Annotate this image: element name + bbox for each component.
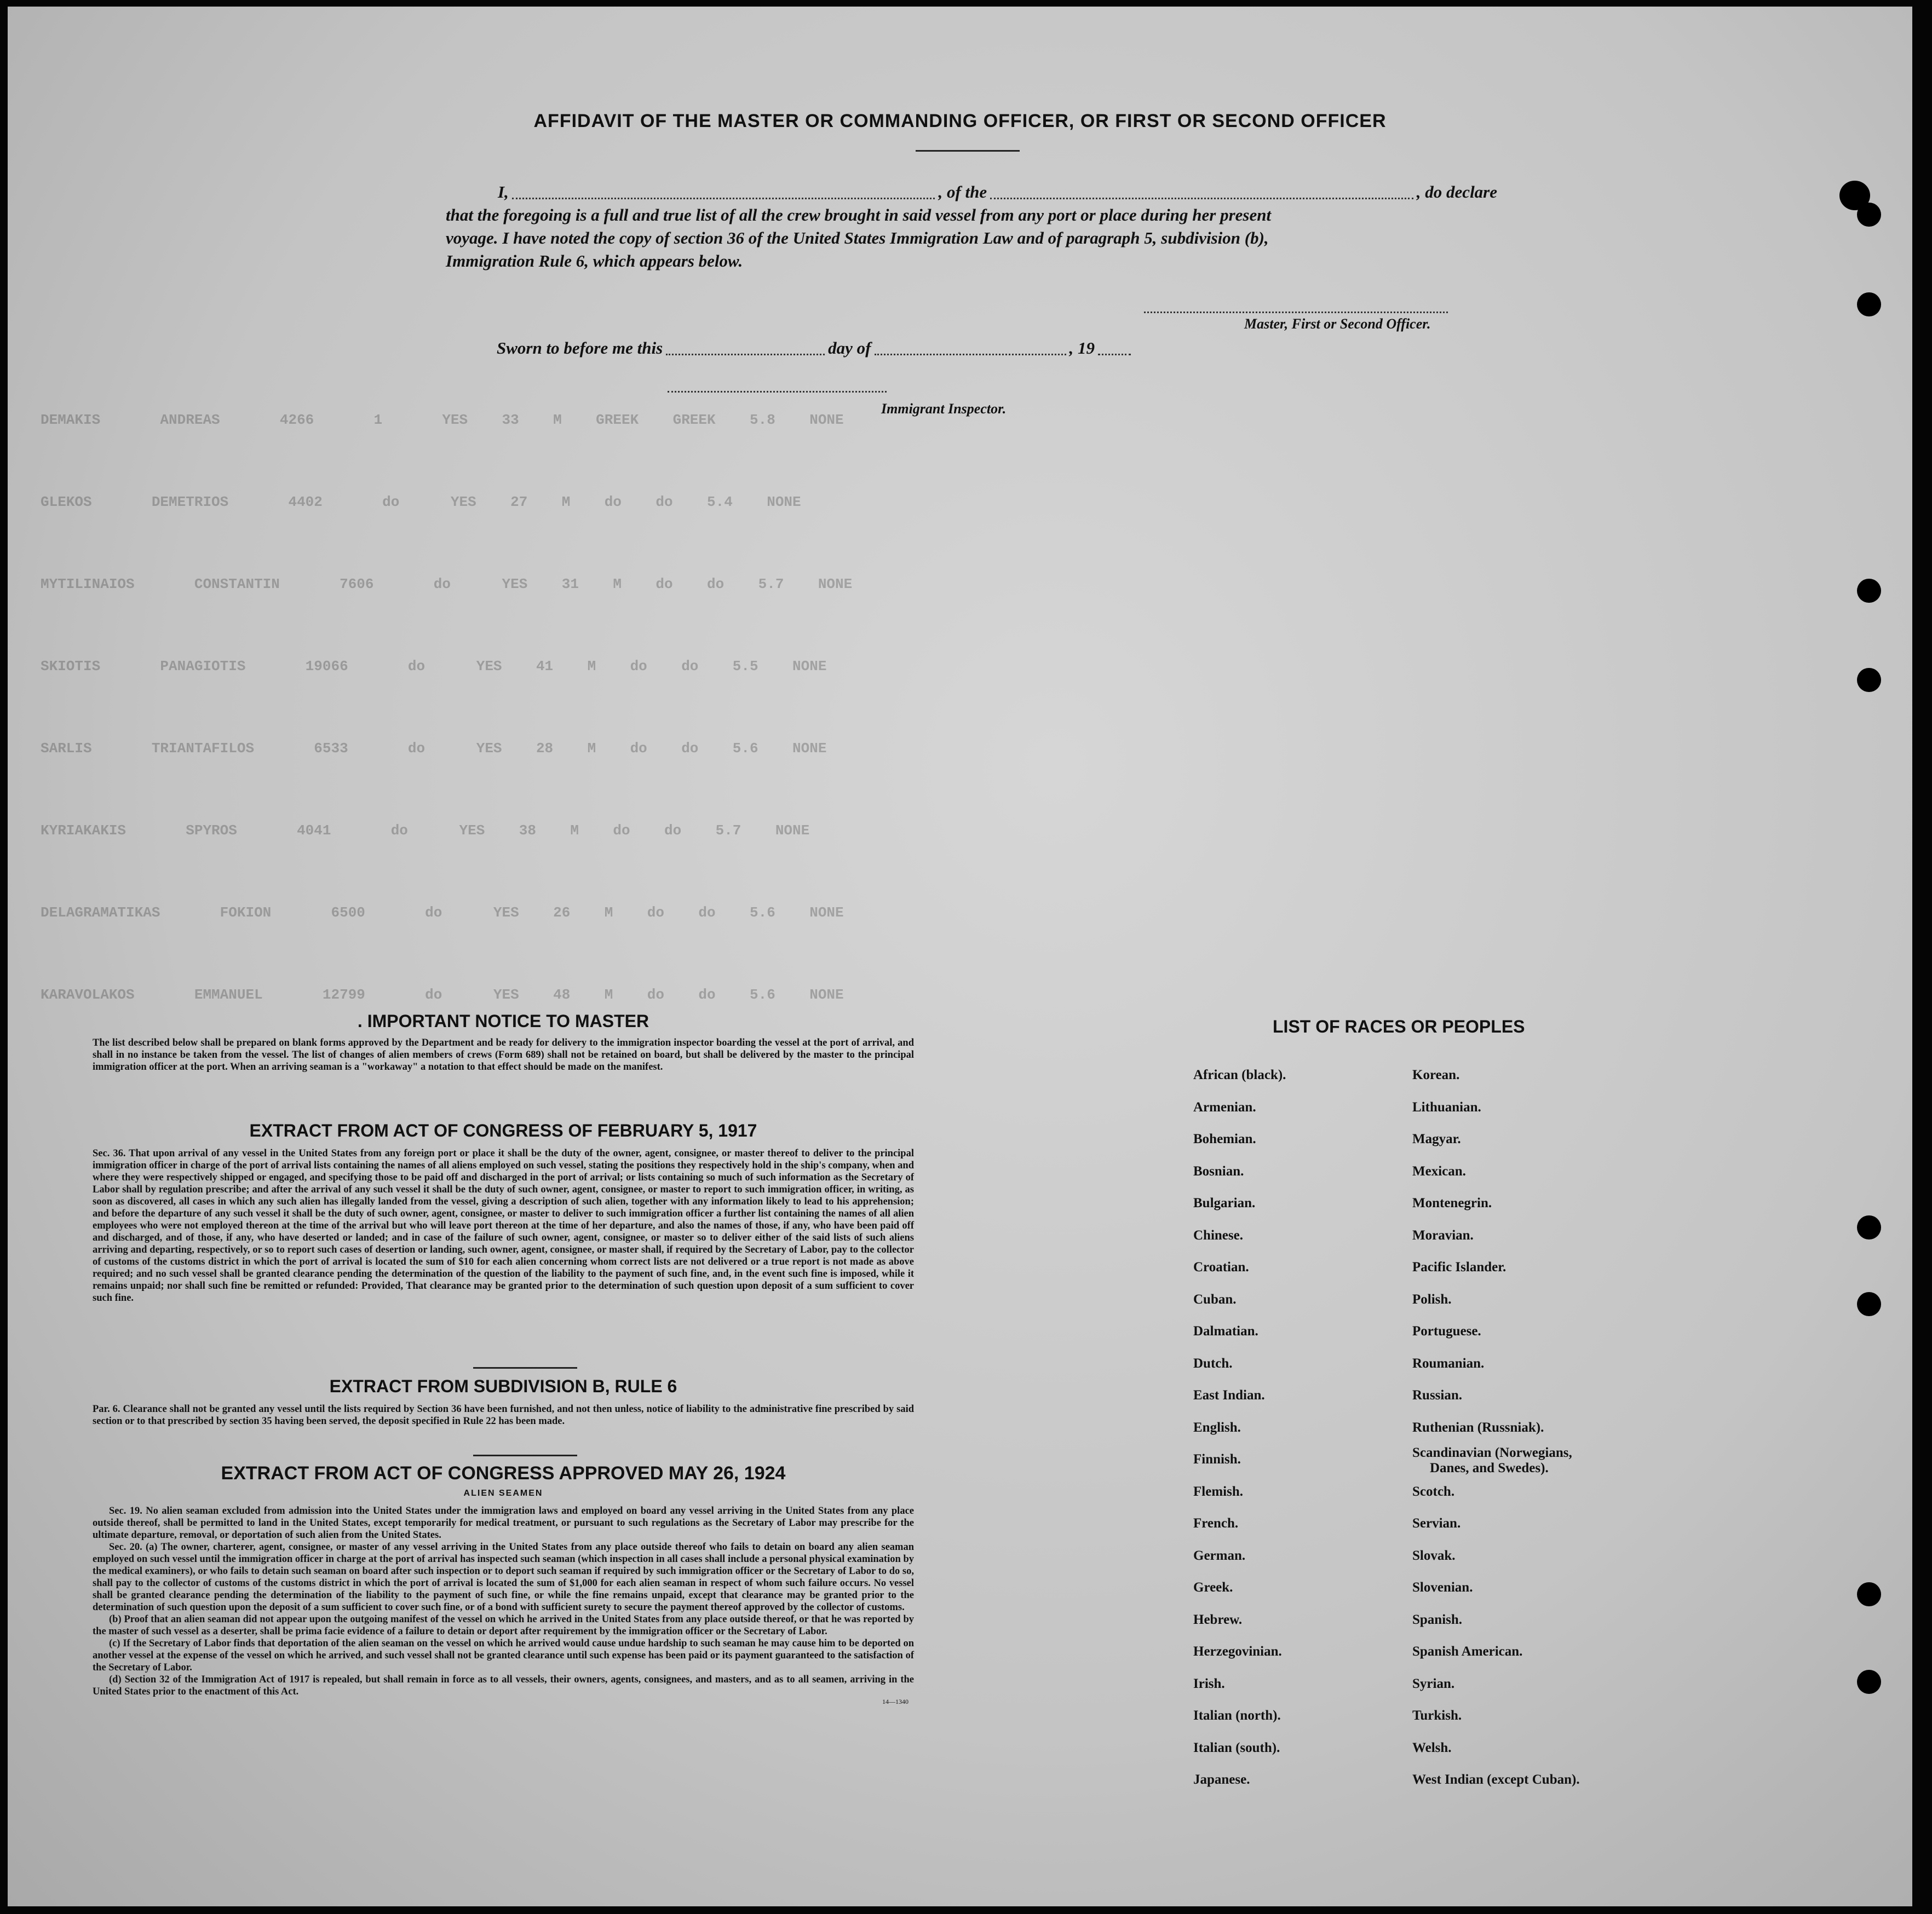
race-item: Magyar. [1412,1132,1461,1146]
punch-hole [1857,579,1881,603]
race-item: Spanish. [1412,1612,1463,1627]
race-item: Italian (south). [1193,1740,1280,1755]
document-page [8,7,1912,1906]
month-field[interactable] [875,353,1066,355]
act-1924-sec-20b: (b) Proof that an alien seaman did not appear upon the outgoing manifest of the vessel on which he arrived in the United States from any place outside thereof, or that he was reported by the master of such vessel as a deserter, shall be prima facie evidence of a failure to detain or deport after requirement by the immigration officer or the Secretary of Labor. [93,1614,914,1637]
bleed-through-row: GLEKOS DEMETRIOS 4402 do YES 27 M do do 5.4 NONE [41,494,801,510]
race-item: Mexican. [1412,1163,1466,1179]
race-item: Montenegrin. [1412,1196,1492,1210]
act-1924-sec-20c: (c) If the Secretary of Labor finds that deportation of the alien seaman on the vessel on which he arrived would cause undue hardship to such seaman he may cause him to be deported on another vessel at the expense of the vessel on which he arrived, and such vessel shall not be granted clearance until such expense has been paid or its payment guaranteed to the satisfaction of the Secretary of Labor. [93,1638,914,1673]
section-divider [473,1367,577,1369]
act-1917-title: EXTRACT FROM ACT OF CONGRESS OF FEBRUARY 5, 1917 [249,1121,757,1140]
act-1924-sec-19: Sec. 19. No alien seaman excluded from admission into the United States under the immigration laws and employed on board any vessel arriving in the United States from any place outside thereof, shall be permitted to land in the United States, except temporarily for medical treatment, or pursuant to such regulations as the Secretary of Labor may prescribe for the ultimate departure, removal, or deportation of such alien from the United States. [93,1506,914,1541]
punch-hole [1857,1582,1881,1606]
race-item: Italian (north). [1193,1708,1281,1723]
race-item: Polish. [1412,1292,1452,1307]
race-item: Turkish. [1412,1708,1462,1723]
act-1924-section [93,1463,914,1706]
punch-hole [1857,668,1881,692]
bleed-through-row: KYRIAKAKIS SPYROS 4041 do YES 38 M do do 5.7 NONE [41,822,810,839]
races-list [1193,1068,1686,1796]
alien-seamen-subtitle: ALIEN SEAMEN [463,1489,543,1498]
race-item: Japanese. [1193,1772,1250,1787]
affidavit-line-3: voyage. I have noted the copy of section 36 of the United States Immigration Law and of paragraph 5, subdivision (b), [446,228,1269,247]
race-item: Ruthenian (Russniak). [1412,1420,1544,1435]
race-item: Portuguese. [1412,1324,1481,1339]
race-item: Slovenian. [1412,1580,1473,1595]
race-item: Spanish American. [1412,1644,1523,1659]
race-item: Bosnian. [1193,1163,1244,1179]
i-label: I, [498,182,509,201]
master-signature-line[interactable] [1144,312,1448,313]
race-item: Flemish. [1193,1484,1243,1499]
name-field[interactable] [512,197,935,199]
races-title: LIST OF RACES OR PEOPLES [1273,1017,1525,1036]
race-item: German. [1193,1548,1246,1563]
punch-hole [1857,292,1881,316]
race-item: Cuban. [1193,1292,1237,1307]
notice-title: . IMPORTANT NOTICE TO MASTER [357,1011,649,1031]
race-item: English. [1193,1420,1241,1435]
rule-6-section [93,1376,914,1427]
race-item: French. [1193,1516,1239,1531]
rule-6-body: Par. 6. Clearance shall not be granted any vessel until the lists required by Section 36 have been furnished, and not then unless, notice of liability to the administrative fine prescribed by said section or to that prescribed by section 35 having been served, the deposit specified in Rule 22 has been made. [93,1404,914,1427]
act-1924-title: EXTRACT FROM ACT OF CONGRESS APPROVED MAY 26, 1924 [221,1463,786,1484]
year-label: , 19 [1069,338,1095,358]
race-item: Syrian. [1412,1676,1455,1691]
race-item: Herzegovinian. [1193,1644,1282,1659]
punch-hole [1857,1292,1881,1316]
act-1924-sec-20a: Sec. 20. (a) The owner, charterer, agent, consignee, or master of any vessel arriving in the United States from any place outside thereof who fails to detain on board any alien seaman employed on such vessel until the immigration officer in charge at the port of arrival has inspected such seaman (which inspection in all cases shall include a personal physical examination by the medical examiners), or who fails to detain such seaman on board after such inspection or to deport such seaman if required by such immigration officer or the Secretary of Labor to do so, shall pay to the collector of customs of the customs district in which the port of arrival is located the sum of $1,000 for each alien seaman in respect of whom such failure occurs. No vessel shall be granted clearance pending the determination of the liability to the payment of such fine, or while the fine remains unpaid, except that clearance may be granted prior to the determination of such question upon the deposit of a sum sufficient to cover such fine, or of a bond with sufficient surety to secure the payment thereof approved by the collector of customs. [93,1542,914,1613]
sworn-line [497,337,1263,360]
bleed-through-row: SKIOTIS PANAGIOTIS 19066 do YES 41 M do do 5.5 NONE [41,658,827,674]
race-item: Armenian. [1193,1099,1256,1115]
race-item: Dalmatian. [1193,1324,1258,1339]
day-of-label: day of [828,338,871,358]
bleed-through-row: KARAVOLAKOS EMMANUEL 12799 do YES 48 M do do 5.6 NONE [41,987,844,1003]
vessel-field[interactable] [990,197,1413,199]
affidavit-body [446,181,1497,273]
race-item: Roumanian. [1412,1356,1485,1371]
ink-blot [1839,181,1870,210]
act-1924-sec-20d: (d) Section 32 of the Immigration Act of 1917 is repealed, but shall remain in force as to all vessels, their owners, agents, consignees, and masters, and as to all seamen, arriving in the United States prior to the enactment of this Act. [93,1674,914,1697]
notice-body: The list described below shall be prepared on blank forms approved by the Department and be ready for delivery to the immigration inspector boarding the vessel at the port of arrival, and shall in no instance be taken from the vessel. The list of changes of alien members of crews (Form 689) shall not be retained on board, but shall be delivered by the master to the principal immigration officer at the port. When an arriving seaman is a "workaway" a notation to that effect should be made on the manifest. [93,1037,914,1073]
punch-hole [1857,1670,1881,1694]
affidavit-title: AFFIDAVIT OF THE MASTER OR COMMANDING OFFICER, OR FIRST OR SECOND OFFICER [533,111,1387,131]
race-item: East Indian. [1193,1388,1265,1403]
act-1924-body [93,1505,914,1698]
race-item: Finnish. [1193,1452,1241,1467]
act-1917-section [93,1121,914,1304]
sworn-label: Sworn to before me this [497,338,663,358]
race-item: Pacific Islander. [1412,1260,1507,1275]
master-signature-label: Master, First or Second Officer. [1244,316,1431,332]
race-item: Hebrew. [1193,1612,1243,1627]
race-item: Bohemian. [1193,1132,1256,1146]
section-divider [473,1455,577,1456]
important-notice [93,1011,914,1073]
bleed-through-row: DEMAKIS ANDREAS 4266 1 YES 33 M GREEK GREEK 5.8 NONE [41,412,844,428]
day-field[interactable] [666,353,825,355]
act-1917-body: Sec. 36. That upon arrival of any vessel in the United States from any foreign port or place it shall be the duty of the owner, agent, consignee, or master thereof to deliver to the principal immigration officer in charge of the port of arrival lists containing the names of all aliens employed on such vessel, stating the positions they respectively hold in the ship's company, when and where they were respectively shipped or engaged, and specifying those to be paid off and discharged in the port of arrival; or lists containing so much of such information as the Secretary of Labor shall by regulation prescribe; and after the arrival of any such vessel it shall be the duty of such owner, agent, consignee, or master to report to such immigration officer, in writing, as soon as discovered, all cases in which any such alien has illegally landed from the vessel, giving a description of such alien, together with any information likely to lead to his apprehension; and before the departure of any such vessel it shall be the duty of such owner, agent, consignee, or master to deliver to such immigration officer a further list containing the names of all alien employees who were not employed thereon at the time of the arrival but who will leave port thereon at the time of her departure, and also the names of those, if any, who have been paid off and discharged, and of those, if any, who have deserted or landed; and in case of the failure of such owner, agent, consignee, or master so to deliver either of the said lists of such aliens arriving and departing, respectively, or so to report such cases of desertion or landing, such owner, agent, consignee, or master shall, if required by the Secretary of Labor, pay to the collector of customs of the customs district in which the port of arrival is located the sum of $10 for each alien concerning whom correct lists are not delivered or a true report is not made as above required; and no such vessel shall be granted clearance pending the determination of the question of the liability to the payment of such fine, and, in the event such fine is imposed, while it remains unpaid; nor shall such fine be remitted or refunded: Provided, That clearance may be granted prior to the determination of such question upon deposit of a sum sufficient to cover such fine. [93,1148,914,1304]
race-item: Russian. [1412,1388,1463,1403]
bleed-through-row: MYTILINAIOS CONSTANTIN 7606 do YES 31 M do do 5.7 NONE [41,576,853,592]
declare-label: , do declare [1416,182,1498,201]
bleed-through-row: SARLIS TRIANTAFILOS 6533 do YES 28 M do do 5.6 NONE [41,740,827,757]
race-item: Irish. [1193,1676,1225,1691]
affidavit-line-1 [446,181,1497,204]
race-item: Korean. [1412,1068,1460,1082]
sworn-line-row [497,337,1263,360]
race-item: African (black). [1193,1068,1286,1082]
race-item: Scotch. [1412,1484,1455,1499]
bleed-through-row: DELAGRAMATIKAS FOKION 6500 do YES 26 M do do 5.6 NONE [41,904,844,921]
year-field[interactable] [1098,353,1131,355]
race-item: Welsh. [1412,1740,1452,1755]
race-item: Servian. [1412,1516,1461,1531]
punch-hole [1857,1215,1881,1240]
race-item: Dutch. [1193,1356,1233,1371]
inspector-label: Immigrant Inspector. [881,401,1007,417]
race-item: Chinese. [1193,1227,1243,1243]
inspector-signature-line[interactable] [668,391,887,393]
form-number: 14—1340 [882,1698,909,1705]
race-item: Scandinavian (Norwegians, [1412,1445,1572,1460]
race-item-continuation: Danes, and Swedes). [1430,1461,1549,1475]
race-item: West Indian (except Cuban). [1412,1772,1580,1787]
title-underline [916,150,1020,152]
race-item: Bulgarian. [1193,1196,1256,1210]
race-item: Moravian. [1412,1227,1474,1243]
affidavit-line-4: Immigration Rule 6, which appears below. [446,251,743,270]
of-the-label: , of the [938,182,987,201]
race-item: Lithuanian. [1412,1099,1481,1115]
rule-6-title: EXTRACT FROM SUBDIVISION B, RULE 6 [329,1376,677,1396]
race-item: Greek. [1193,1580,1233,1595]
race-item: Croatian. [1193,1260,1249,1275]
affidavit-line-2: that the foregoing is a full and true list of all the crew brought in said vessel from any port or place during her present [446,205,1272,224]
race-item: Slovak. [1412,1548,1456,1563]
